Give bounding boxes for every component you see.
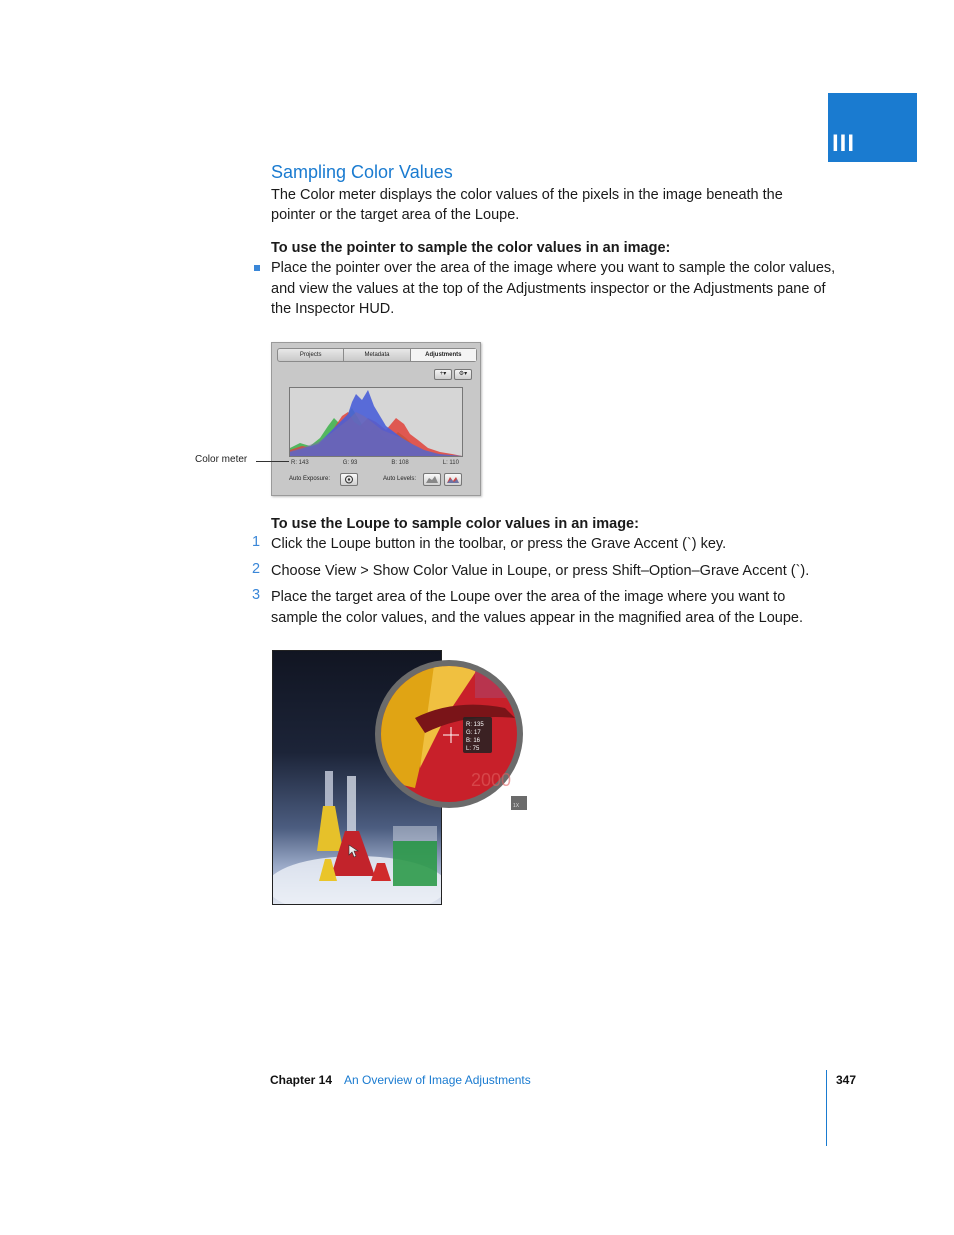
loupe-luminance: L: 75 [466, 746, 480, 752]
tab-metadata[interactable]: Metadata [344, 349, 410, 361]
auto-levels-label: Auto Levels: [383, 476, 417, 482]
histogram [289, 387, 463, 457]
step-3-line-1: Place the target area of the Loupe over the area of the image where you want to [271, 589, 786, 605]
meter-luminance: L: 110 [442, 460, 459, 466]
adjustments-panel [271, 342, 481, 496]
intro-line-1: The Color meter displays the color values of the pixels in the image beneath the [271, 187, 783, 203]
loupe-red: R: 135 [466, 722, 484, 728]
callout-leader-line [256, 461, 289, 462]
pointer-bullet-line-2: and view the values at the top of the Adjustments inspector or the Adjustments pane of [271, 281, 826, 297]
bullet-square-icon [254, 265, 260, 271]
footer-chapter: Chapter 14 [270, 1073, 333, 1087]
step-1-text: Click the Loupe button in the toolbar, or press the Grave Accent (`) key. [271, 536, 727, 552]
loupe-green: G: 17 [466, 730, 481, 736]
loupe-task-title: To use the Loupe to sample color values in an image: [271, 516, 639, 532]
meter-red: R: 143 [291, 460, 309, 466]
auto-exposure-button[interactable] [340, 473, 358, 486]
aperture-icon [341, 474, 357, 485]
loupe[interactable] [375, 658, 527, 810]
histogram-graph [290, 388, 462, 456]
section-heading: Sampling Color Values [271, 162, 453, 182]
step-1-number: 1 [252, 534, 261, 550]
step-2-number: 2 [252, 561, 261, 577]
meter-blue: B: 108 [391, 460, 409, 466]
inspector-tabs [277, 348, 477, 362]
footer-chapter-title: An Overview of Image Adjustments [344, 1073, 531, 1087]
loupe-zoom-label: 1X [513, 803, 520, 809]
auto-controls [289, 473, 469, 485]
loupe-blue: B: 16 [466, 738, 481, 744]
part-tab [828, 93, 917, 162]
part-tab-label: III [832, 130, 856, 157]
step-3-number: 3 [252, 587, 261, 603]
tab-adjustments[interactable]: Adjustments [411, 349, 476, 361]
meter-green: G: 93 [342, 460, 358, 466]
color-meter-callout: Color meter [195, 454, 248, 465]
pointer-bullet-line-3: the Inspector HUD. [271, 301, 395, 317]
color-meter [289, 460, 461, 469]
page-number: 347 [836, 1073, 857, 1087]
footer-rule [826, 1070, 827, 1146]
pointer-bullet-line-1: Place the pointer over the area of the image where you want to sample the color values, [271, 260, 836, 276]
rgb-levels-icon [445, 474, 461, 485]
step-3-line-2: sample the color values, and the values appear in the magnified area of the Loupe. [271, 610, 804, 626]
step-2-text: Choose View > Show Color Value in Loupe, or press Shift–Option–Grave Accent (`). [271, 563, 810, 579]
auto-exposure-label: Auto Exposure: [289, 476, 331, 482]
pointer-task-title: To use the pointer to sample the color values in an image: [271, 240, 671, 256]
auto-levels-rgb-button[interactable] [444, 473, 462, 486]
levels-icon [424, 474, 440, 485]
loupe-watermark: 2000 [471, 770, 512, 790]
add-adjustment-button[interactable]: +▾ [434, 369, 452, 380]
gear-menu-button[interactable]: ⚙▾ [454, 369, 472, 380]
auto-levels-luminance-button[interactable] [423, 473, 441, 486]
intro-line-2: pointer or the target area of the Loupe. [271, 207, 520, 223]
tab-projects[interactable]: Projects [278, 349, 344, 361]
